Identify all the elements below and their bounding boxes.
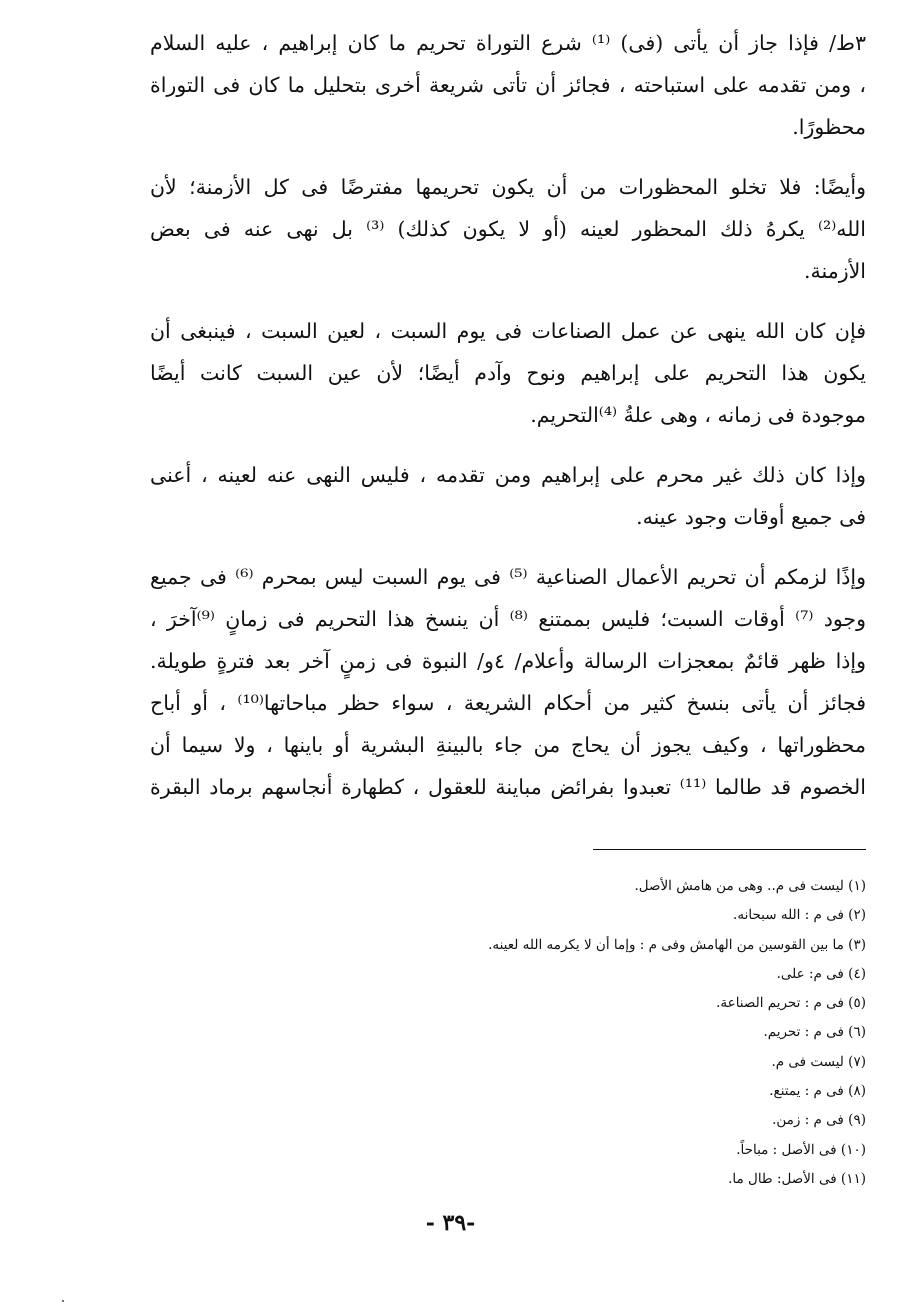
footnote: (٩) فى م : زمن. xyxy=(772,1112,866,1129)
footnote: (١٠) فى الأصل : مباحاً. xyxy=(736,1141,866,1158)
footnote: (٧) ليست فى م. xyxy=(771,1053,866,1070)
paragraph xyxy=(150,556,866,808)
text-line: الخصوم قد طالما ⁽¹¹⁾ تعبدوا بفرائض مباينة للعقول ، كطهارة أنجاسهم برماد البقرة xyxy=(150,775,866,799)
footnote: (٦) فى م : تحريم. xyxy=(763,1024,866,1041)
footnote-divider xyxy=(593,849,866,850)
text-line: فجائز أن يأتى بنسخ كثير من أحكام الشريعة ، سواء حظر مباحاتها⁽¹⁰⁾ ، أو أباح xyxy=(150,691,866,715)
page-number: -٣٩ - xyxy=(425,1210,476,1236)
text-line: وإذا كان ذلك غير محرم على إبراهيم ومن تقدمه ، فليس النهى عنه لعينه ، أعنى xyxy=(150,463,866,487)
text-line: فى جميع أوقات وجود عينه. xyxy=(636,505,866,529)
paragraph xyxy=(150,166,866,292)
footnote: (٥) فى م : تحريم الصناعة. xyxy=(716,995,866,1012)
text-line: ، ومن تقدمه على استباحته ، فجائز أن تأتى شريعة أخرى بتحليل ما كان فى التوراة xyxy=(150,73,866,97)
main-text xyxy=(150,22,866,826)
text-line: وأيضًا: فلا تخلو المحظورات من أن يكون تحريمها مفترضًا فى كل الأزمنة؛ لأن xyxy=(150,175,866,199)
footnote: (٢) فى م : الله سبحانه. xyxy=(733,907,866,924)
footnote: (١) ليست فى م.. وهى من هامش الأصل. xyxy=(634,878,866,894)
text-line: وجود ⁽⁷⁾ أوقات السبت؛ فليس بممتنع ⁽⁸⁾ أن ينسخ هذا التحريم فى زمانٍ ⁽⁹⁾آخرَ ، xyxy=(150,607,866,631)
text-line: الأزمنة. xyxy=(804,259,866,283)
text-line: محظورًا. xyxy=(792,115,866,139)
text-line: يكون هذا التحريم على إبراهيم ونوح وآدم أيضًا؛ لأن عين السبت كانت أيضًا xyxy=(150,361,866,385)
text-line: الله⁽²⁾ يكرهُ ذلك المحظور لعينه (أو لا يكون كذلك) ⁽³⁾ بل نهى عنه فى بعض xyxy=(150,217,866,241)
text-line: فإن كان الله ينهى عن عمل الصناعات فى يوم السبت ، لعين السبت ، فينبغى أن xyxy=(150,319,866,343)
text-line: موجودة فى زمانه ، وهى علةُ ⁽⁴⁾التحريم. xyxy=(530,403,866,427)
text-line: وإذا ظهر قائمٌ بمعجزات الرسالة وأعلام/ ٤و/ النبوة فى زمنٍ آخر بعد فترةٍ طويلة. xyxy=(150,649,866,673)
paragraph xyxy=(150,454,866,538)
text-line: ٣ط/ فإذا جاز أن يأتى (فى) ⁽¹⁾ شرع التوراة تحريم ما كان إبراهيم ، عليه السلام xyxy=(150,31,866,55)
footnotes xyxy=(488,872,866,1194)
footnote: (١١) فى الأصل: طال ما. xyxy=(728,1170,866,1187)
paragraph xyxy=(150,22,866,148)
paragraph xyxy=(150,310,866,436)
text-line: محظوراتها ، وكيف يجوز أن يحاج من جاء بالبينةِ البشرية أو باينها ، ولا سيما أن xyxy=(150,733,866,757)
footnote: (٤) فى م: على. xyxy=(776,965,866,982)
text-line: وإذًا لزمكم أن تحريم الأعمال الصناعية ⁽⁵⁾ فى يوم السبت ليس بمحرم ⁽⁶⁾ فى جميع xyxy=(150,565,866,589)
footnote: (٣) ما بين القوسين من الهامش وفى م : وإما أن لا يكرمه الله لعينه. xyxy=(488,936,866,953)
footnote: (٨) فى م : يمتنع. xyxy=(769,1083,866,1100)
